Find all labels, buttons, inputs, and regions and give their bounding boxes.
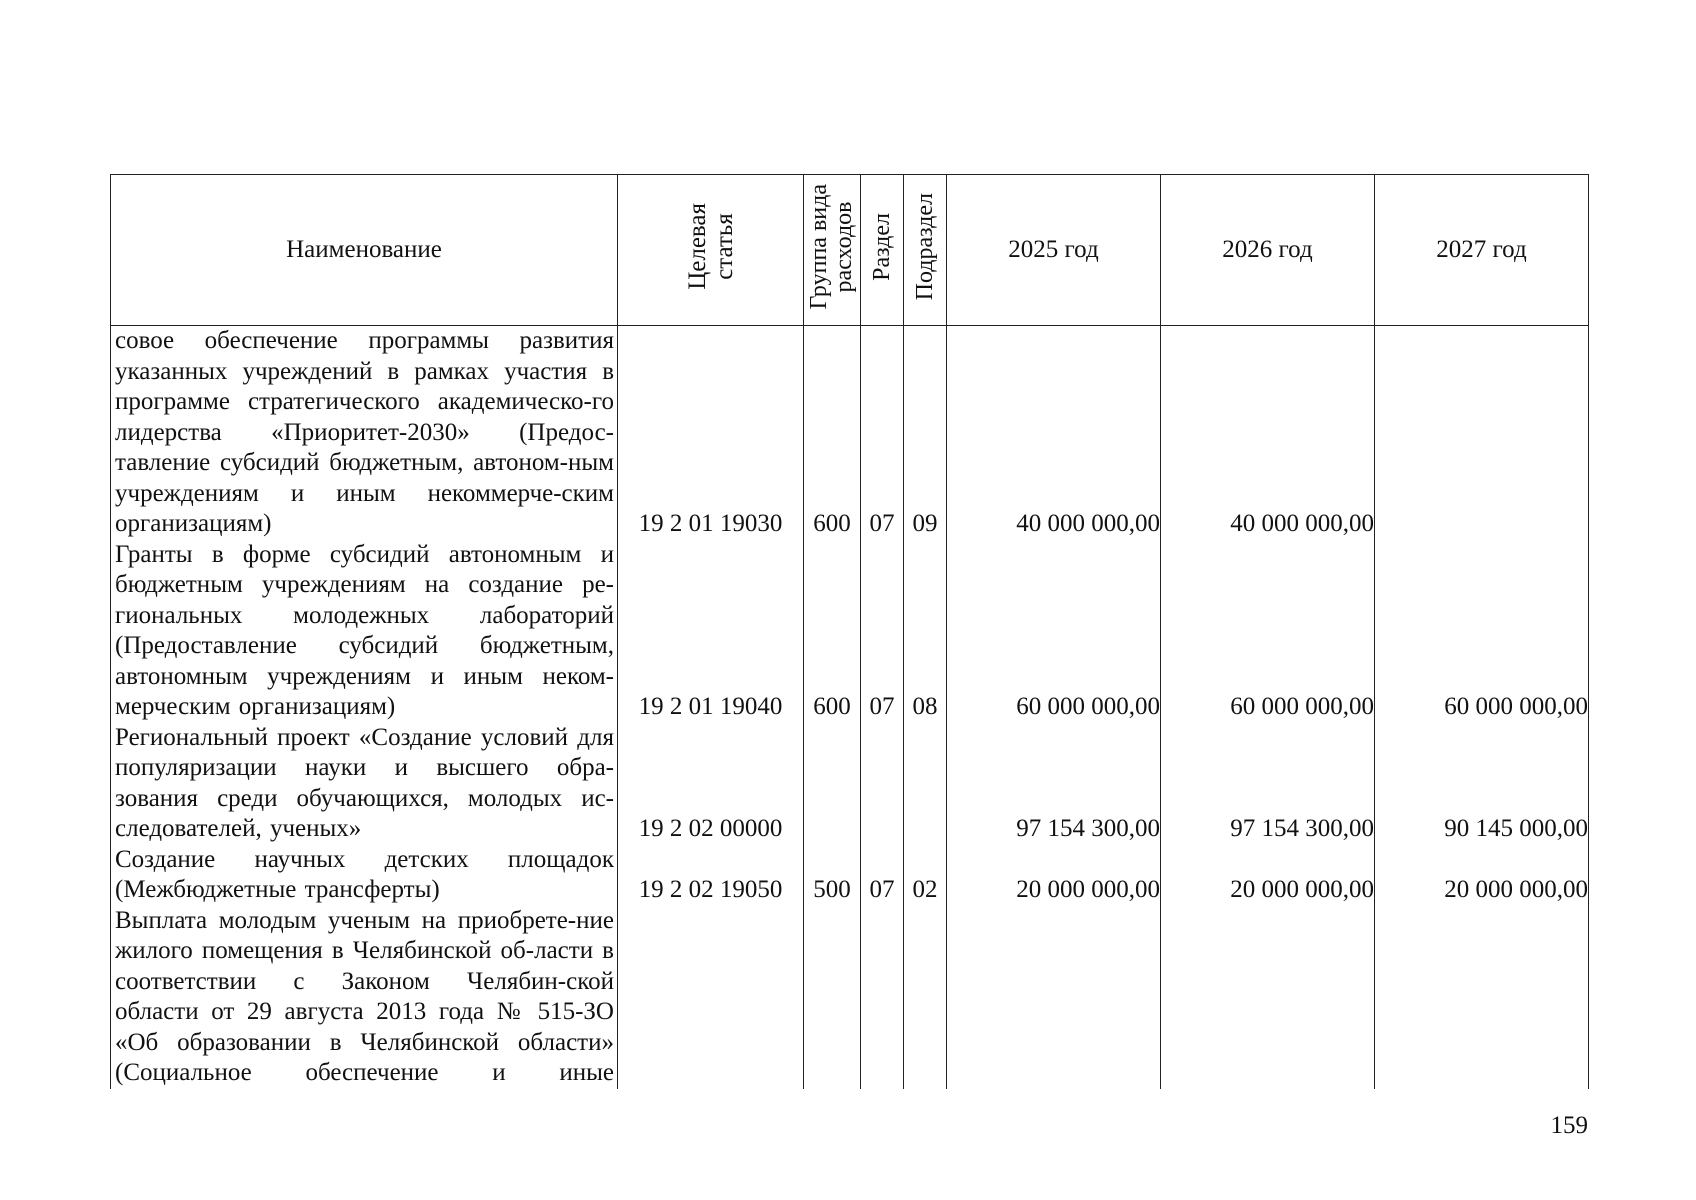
row-2027: 90 145 000,00 [1375, 723, 1589, 845]
row-2026 [1161, 906, 1375, 1089]
table-row [111, 540, 1589, 723]
row-2025: 97 154 300,00 [947, 723, 1161, 845]
row-2027 [1375, 906, 1589, 1089]
row-subsection [904, 906, 947, 1089]
row-code: 19 2 02 19050 [618, 845, 804, 906]
header-expense-group: Группа вида расходов [804, 175, 861, 326]
row-group: 600 [804, 540, 861, 723]
row-name: совое обеспечение программы развития указанных учреждений в рамках участия в программе стратегического академическо-го лидерства «Приоритет-2030» (Предос-тавление субсидий бюджетным, автоном-ным учреждениям и иным некоммерче-ским организациям) [111, 326, 618, 540]
row-2027: 20 000 000,00 [1375, 845, 1589, 906]
row-2026: 40 000 000,00 [1161, 326, 1375, 540]
row-2025: 20 000 000,00 [947, 845, 1161, 906]
header-year-2025: 2025 год [947, 175, 1161, 326]
row-group [804, 723, 861, 845]
row-code [618, 906, 804, 1089]
page-number: 159 [1550, 1112, 1588, 1139]
row-section [861, 723, 904, 845]
row-2027 [1375, 326, 1589, 540]
table-header-row [111, 175, 1589, 326]
header-year-2027: 2027 год [1375, 175, 1589, 326]
row-subsection [904, 723, 947, 845]
table-row [111, 326, 1589, 540]
row-group: 500 [804, 845, 861, 906]
row-2025: 40 000 000,00 [947, 326, 1161, 540]
row-group: 600 [804, 326, 861, 540]
table-row [111, 906, 1589, 1089]
row-section [861, 906, 904, 1089]
table-row [111, 723, 1589, 845]
budget-table [110, 174, 1589, 1089]
header-name: Наименование [111, 175, 618, 326]
row-name: Выплата молодым ученым на приобрете-ние жилого помещения в Челябинской об-ласти в соответствии с Законом Челябин-ской области от 29 августа 2013 года № 515-ЗО «Об образовании в Челябинской области» (Социальное обеспечение и иные [111, 906, 618, 1089]
row-2025: 60 000 000,00 [947, 540, 1161, 723]
row-section: 07 [861, 540, 904, 723]
row-subsection: 09 [904, 326, 947, 540]
header-target-article: Целевая статья [618, 175, 804, 326]
row-group [804, 906, 861, 1089]
row-2026: 20 000 000,00 [1161, 845, 1375, 906]
row-code: 19 2 01 19030 [618, 326, 804, 540]
row-2027: 60 000 000,00 [1375, 540, 1589, 723]
header-year-2026: 2026 год [1161, 175, 1375, 326]
header-subsection: Подраздел [904, 175, 947, 326]
row-name: Региональный проект «Создание условий для популяризации науки и высшего обра-зования среди обучающихся, молодых ис-следователей, ученых» [111, 723, 618, 845]
row-code: 19 2 02 00000 [618, 723, 804, 845]
row-subsection: 08 [904, 540, 947, 723]
table-row [111, 845, 1589, 906]
row-2026: 60 000 000,00 [1161, 540, 1375, 723]
row-code: 19 2 01 19040 [618, 540, 804, 723]
row-2025 [947, 906, 1161, 1089]
row-subsection: 02 [904, 845, 947, 906]
row-name: Гранты в форме субсидий автономным и бюджетным учреждениям на создание ре-гиональных молодежных лабораторий (Предоставление субсидий бюджетным, автономным учреждениям и иным неком-мерческим организациям) [111, 540, 618, 723]
row-name: Создание научных детских площадок (Межбюджетные трансферты) [111, 845, 618, 906]
row-2026: 97 154 300,00 [1161, 723, 1375, 845]
row-section: 07 [861, 326, 904, 540]
header-section: Раздел [861, 175, 904, 326]
row-section: 07 [861, 845, 904, 906]
